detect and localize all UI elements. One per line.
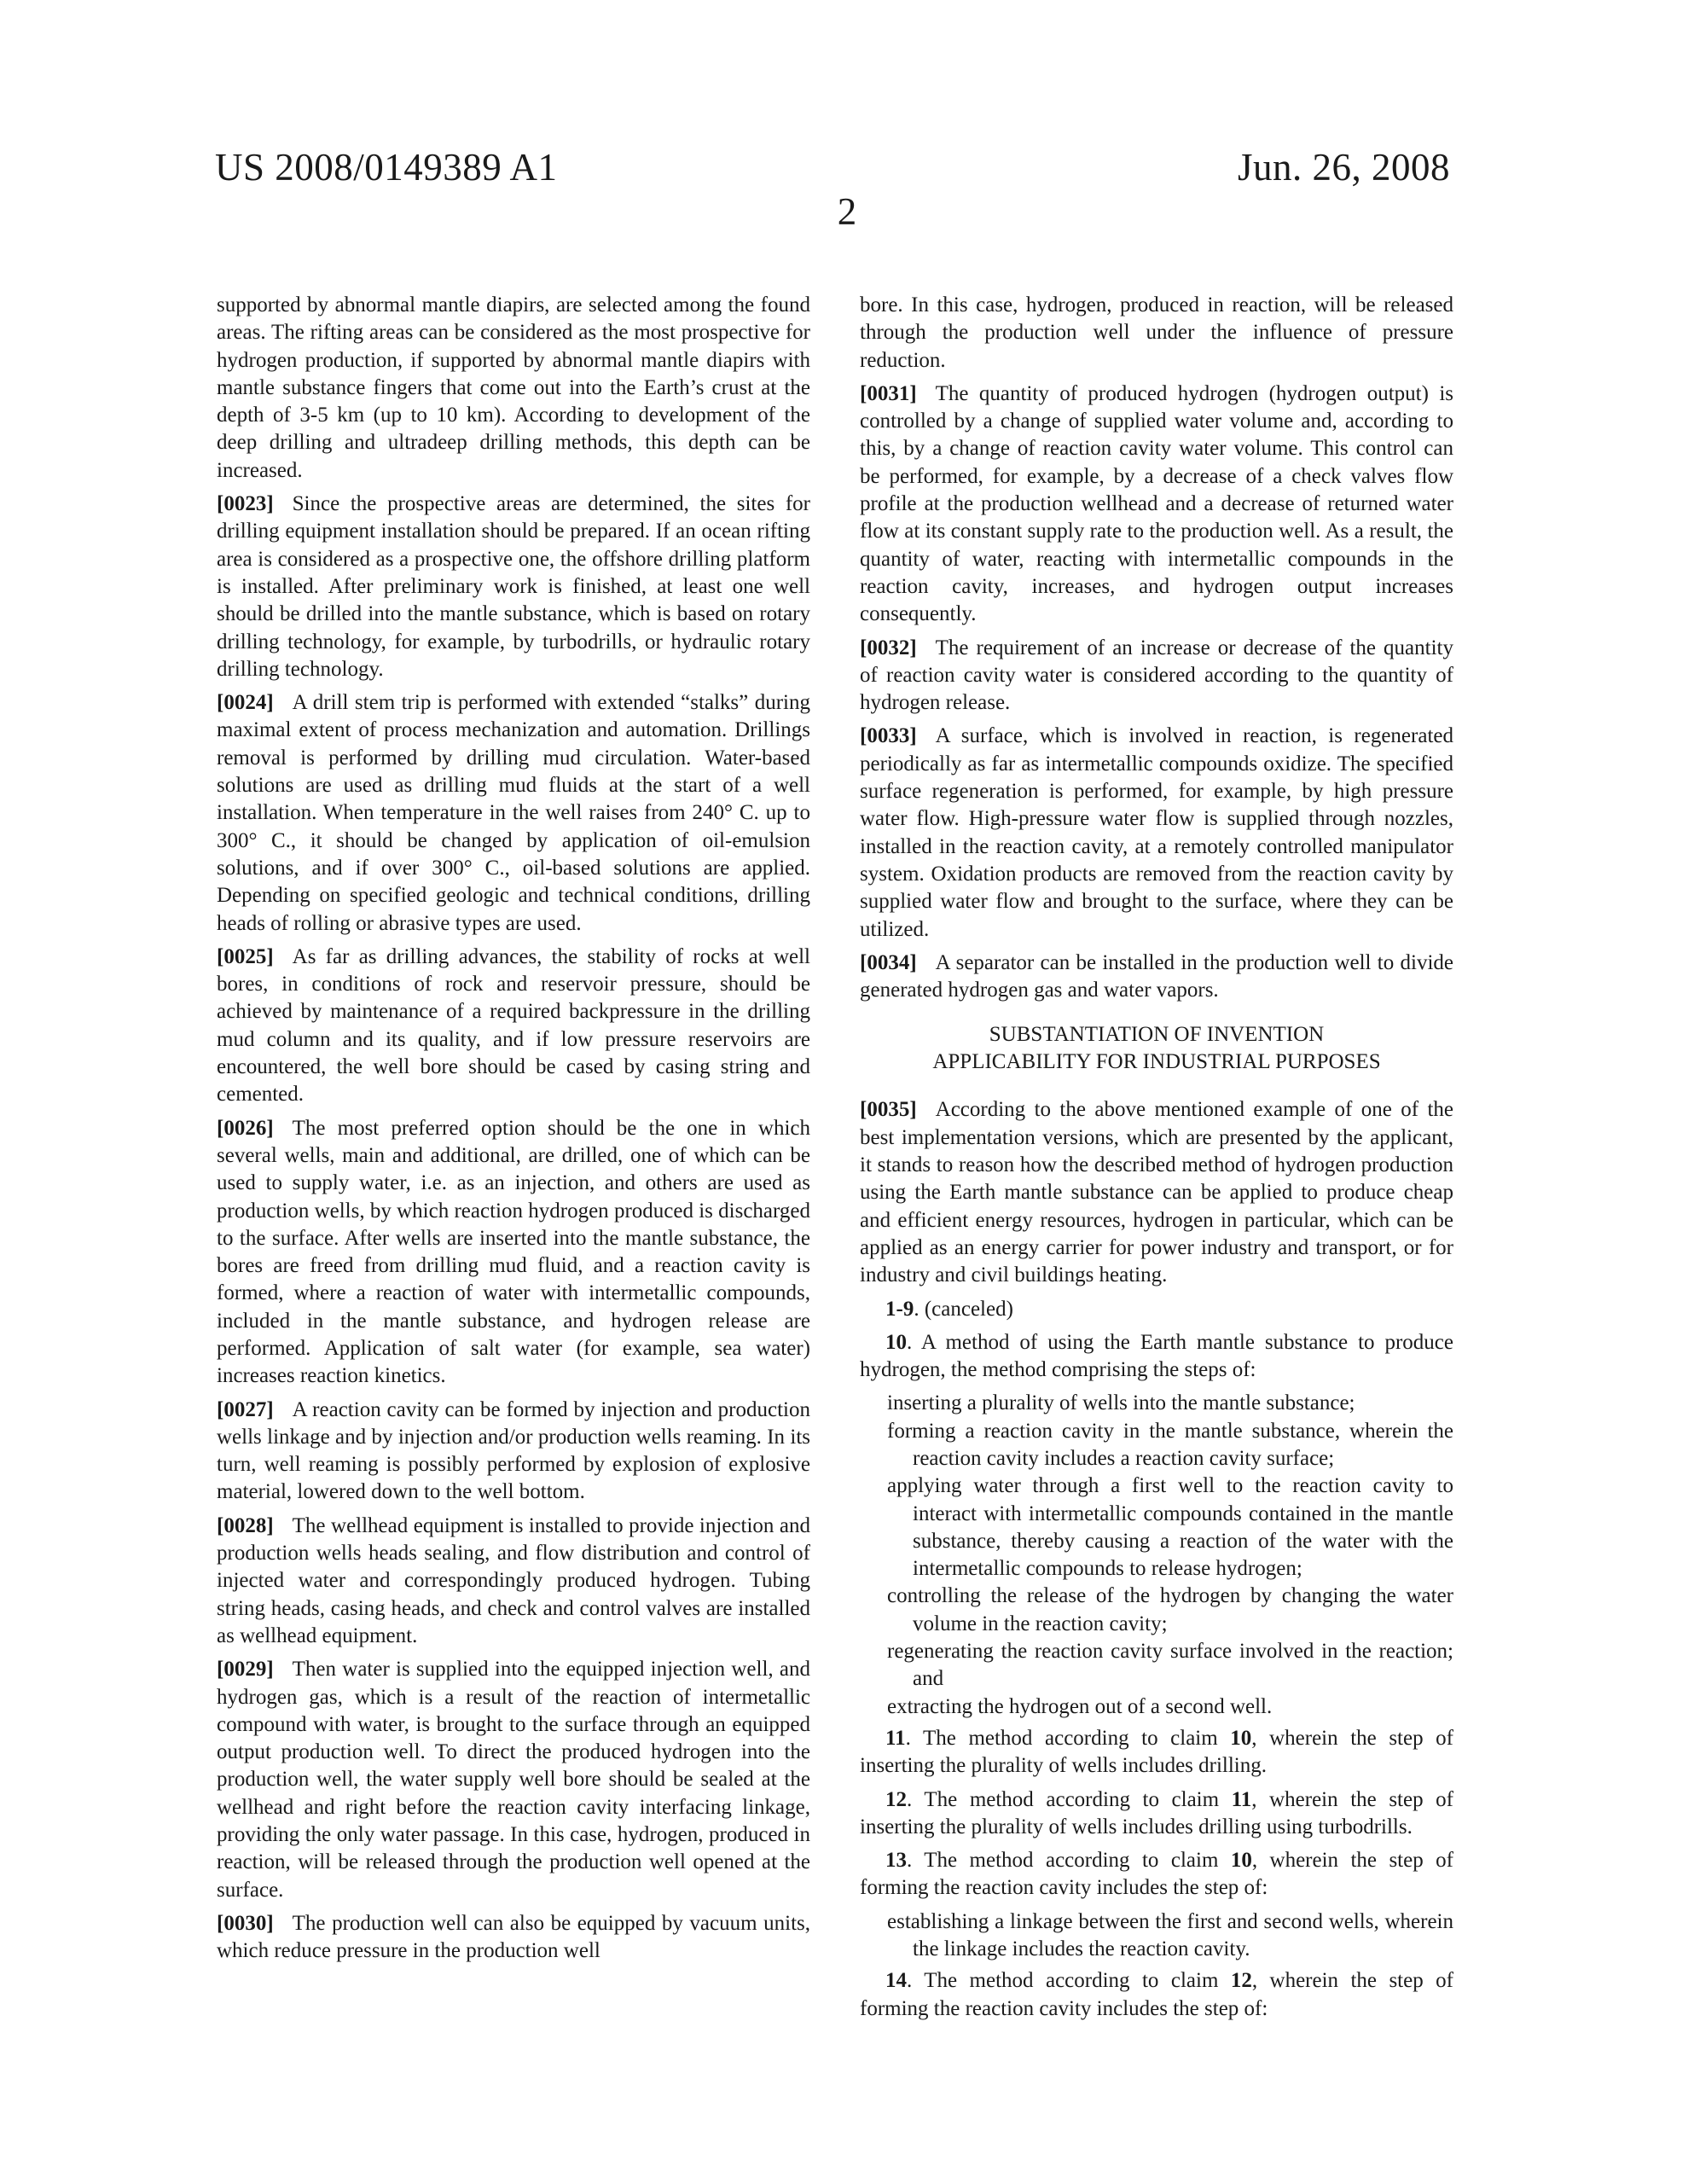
claim-text: , wherein the step of inserting the plurality of wells includes drilling.: [860, 1726, 1453, 1778]
paragraph-text: The production well can also be equipped by vacuum units, which reduce pressure in the production well: [217, 1911, 810, 1963]
claim-text: . The method according to claim: [907, 1787, 1232, 1811]
paragraph-text: A reaction cavity can be formed by injection and production wells linkage and by injection and/or production wells reaming. In its turn, well reaming is possibly performed by explosion of explosive material, lowered down to the well bottom.: [217, 1397, 810, 1504]
paragraph-text: A surface, which is involved in reaction, is regenerated periodically as far as intermetallic compounds oxidize. The specified surface regeneration is performed, for example, by high pressure water flow. High-pressure water flow is supplied through nozzles, installed in the reaction cavity, at a remotely controlled manipulator system. Oxidation products are removed from the reaction cavity by supplied water flow and brought to the surface, where they can be utilized.: [860, 724, 1453, 941]
paragraph-number: [0029]: [217, 1658, 274, 1682]
claim-reference: 10: [1230, 1726, 1252, 1750]
claim-10: [860, 1329, 1453, 1385]
paragraph-number: [0024]: [217, 691, 274, 715]
paragraph-text: The wellhead equipment is installed to provide injection and production wells heads sealing, and flow distribution and control of injected water and correspondingly produced hydrogen. Tubing string heads, casing heads, and check and control valves are installed as wellhead equipment.: [217, 1513, 810, 1647]
claim-text: , wherein the step of inserting the plurality of wells includes drilling using turbodrills.: [860, 1787, 1453, 1838]
claim-number: 1-9: [885, 1297, 914, 1321]
paragraph-text: A separator can be installed in the production well to divide generated hydrogen gas and water vapors.: [860, 950, 1453, 1002]
claim-step: forming a reaction cavity in the mantle substance, wherein the reaction cavity includes a reaction cavity surface;: [887, 1419, 1453, 1470]
paragraph-number: [0026]: [217, 1116, 274, 1140]
paragraph-0032: [860, 635, 1453, 717]
claim-number: 12: [885, 1787, 907, 1811]
paragraph-text: The requirement of an increase or decrease of the quantity of reaction cavity water is considered according to the quantity of hydrogen release.: [860, 636, 1453, 715]
claim-number: 13: [885, 1849, 907, 1873]
claim-text: . The method according to claim: [907, 1849, 1231, 1873]
paragraph-number: [0032]: [860, 636, 917, 659]
paragraph-0024: [217, 689, 810, 938]
paragraph-0031: [860, 380, 1453, 629]
claim-step: extracting the hydrogen out of a second well.: [887, 1694, 1273, 1718]
claim-number: 10: [885, 1330, 907, 1354]
continued-paragraph: bore. In this case, hydrogen, produced in reaction, will be released through the production well under the influence of pressure reduction.: [860, 293, 1453, 372]
claim-step: controlling the release of the hydrogen by changing the water volume in the reaction cavity;: [887, 1584, 1453, 1635]
paragraph-number: [0035]: [860, 1098, 917, 1122]
claim-text: . (canceled): [914, 1297, 1013, 1321]
paragraph-0027: [217, 1397, 810, 1507]
claim-1-9: [860, 1296, 1453, 1323]
paragraph-text: According to the above mentioned example of one of the best implementation versions, which are presented by the applicant, it stands to reason how the described method of hydrogen production using the Earth mantle substance can be applied to produce cheap and efficient energy resources, hydrogen in particular, which can be applied as an energy carrier for power industry and transport, or for industry and civil buildings heating.: [860, 1098, 1453, 1287]
paragraph-number: [0025]: [217, 944, 274, 968]
claim-number: 11: [885, 1726, 906, 1750]
paragraph-0035: [860, 1096, 1453, 1289]
paragraph-0028: [217, 1513, 810, 1650]
claim-reference: 11: [1231, 1787, 1252, 1811]
claim-reference: 10: [1230, 1849, 1252, 1873]
claim-14: [860, 1967, 1453, 2023]
paragraph-0026: [217, 1115, 810, 1391]
paragraph-text: A drill stem trip is performed with extended “stalks” during maximal extent of process mechanization and automation. Drillings removal is performed by drilling mud circulation. Water-based solutions are used as drilling mud fluids at the start of a well installation. When temperature in the well raises from 240° C. up to 300° C., it should be changed by application of oil-emulsion solutions, and if over 300° C., oil-based solutions are applied. Depending on specified geologic and technical conditions, drilling heads of rolling or abrasive types are used.: [217, 691, 810, 935]
paragraph-text: The quantity of produced hydrogen (hydrogen output) is controlled by a change of supplied water volume and, according to this, by a change of reaction cavity water volume. This control can be performed, for example, by a decrease of a check valves flow profile at the production wellhead and a decrease of returned water flow at its constant supply rate to the production well. As a result, the quantity of water, reacting with intermetallic compounds in the reaction cavity, increases, and hydrogen output increases consequently.: [860, 381, 1453, 626]
claim-text: , wherein the step of forming the reaction cavity includes the step of:: [860, 1849, 1453, 1900]
claim-step: establishing a linkage between the first and second wells, wherein the linkage includes the reaction cavity.: [887, 1909, 1453, 1961]
claim-text: . A method of using the Earth mantle substance to produce hydrogen, the method comprising the steps of:: [860, 1330, 1453, 1382]
paragraph-number: [0033]: [860, 724, 917, 748]
claim-reference: 12: [1230, 1969, 1252, 1993]
claim-text: . The method according to claim: [905, 1726, 1231, 1750]
paragraph-number: [0030]: [217, 1911, 274, 1935]
patent-number: US 2008/0149389 A1: [215, 146, 558, 189]
section-heading: [860, 1021, 1453, 1076]
claim-step: applying water through a first well to the reaction cavity to interact with intermetallic compounds contained in the mantle substance, thereby causing a reaction of the water with the intermetallic compounds to release hydrogen;: [887, 1474, 1453, 1581]
section-heading-line: SUBSTANTIATION OF INVENTION: [989, 1023, 1325, 1047]
paragraph-0023: [217, 491, 810, 683]
paragraph-0029: [217, 1656, 810, 1904]
right-column: [860, 292, 1453, 2029]
paragraph-number: [0023]: [217, 492, 274, 516]
section-heading-line: APPLICABILITY FOR INDUSTRIAL PURPOSES: [932, 1050, 1381, 1074]
paragraph-number: [0028]: [217, 1513, 274, 1537]
paragraph-number: [0027]: [217, 1397, 274, 1421]
paragraph-0030: [217, 1910, 810, 1966]
left-column: [217, 292, 810, 1972]
paragraph-number: [0031]: [860, 381, 917, 405]
paragraph-text: The most preferred option should be the one in which several wells, main and additional, are drilled, one of which can be used to supply water, i.e. as an injection, and others are used as production wells, by which reaction hydrogen produced is discharged to the surface. After wells are inserted into the mantle substance, the bores are freed from drilling mud fluid, and a reaction cavity is formed, where a reaction of water with intermetallic compounds, included in the mantle substance, and hydrogen release are performed. Application of salt water (for example, sea water) increases reaction kinetics.: [217, 1116, 810, 1388]
paragraph-number: [0034]: [860, 950, 917, 974]
page-number: 2: [837, 190, 857, 233]
paragraph-0025: [217, 944, 810, 1109]
paragraph-text: Then water is supplied into the equipped injection well, and hydrogen gas, which is a result of the reaction of intermetallic compound with water, is brought to the surface through an equipped output production well. To direct the produced hydrogen into the production well, the water supply well bore should be sealed at the wellhead and right before the reaction cavity interfacing linkage, providing the only water passage. In this case, hydrogen, produced in reaction, will be released through the production well opened at the surface.: [217, 1658, 810, 1902]
claim-12: [860, 1786, 1453, 1842]
claim-text: . The method according to claim: [907, 1969, 1231, 1993]
claim-13: [860, 1847, 1453, 1902]
claim-step: regenerating the reaction cavity surface involved in the reaction; and: [887, 1640, 1453, 1691]
claim-number: 14: [885, 1969, 907, 1993]
paragraph-0034: [860, 950, 1453, 1005]
claim-text: , wherein the step of forming the reaction cavity includes the step of:: [860, 1969, 1453, 2020]
paragraph-text: As far as drilling advances, the stability of rocks at well bores, in conditions of rock and reservoir pressure, should be achieved by maintenance of a required backpressure in the drilling mud column and its quality, and if low pressure reservoirs are encountered, the well bore should be cased by casing string and cemented.: [217, 944, 810, 1107]
claim-11: [860, 1725, 1453, 1780]
paragraph-0033: [860, 723, 1453, 943]
publication-date: Jun. 26, 2008: [1237, 146, 1450, 189]
claim-step: inserting a plurality of wells into the mantle substance;: [887, 1391, 1355, 1415]
paragraph-text: Since the prospective areas are determined, the sites for drilling equipment installation should be prepared. If an ocean rifting area is considered as a prospective one, the offshore drilling platform is installed. After preliminary work is finished, at least one well should be drilled into the mantle substance, which is based on rotary drilling technology, for example, by turbodrills, or hydraulic rotary drilling technology.: [217, 492, 810, 681]
continued-paragraph: supported by abnormal mantle diapirs, are selected among the found areas. The rifting areas can be considered as the most prospective for hydrogen production, if supported by abnormal mantle diapirs with mantle substance fingers that come out into the Earth’s crust at the depth of 3-5 km (up to 10 km). According to development of the deep drilling and ultradeep drilling methods, this depth can be increased.: [217, 293, 810, 482]
